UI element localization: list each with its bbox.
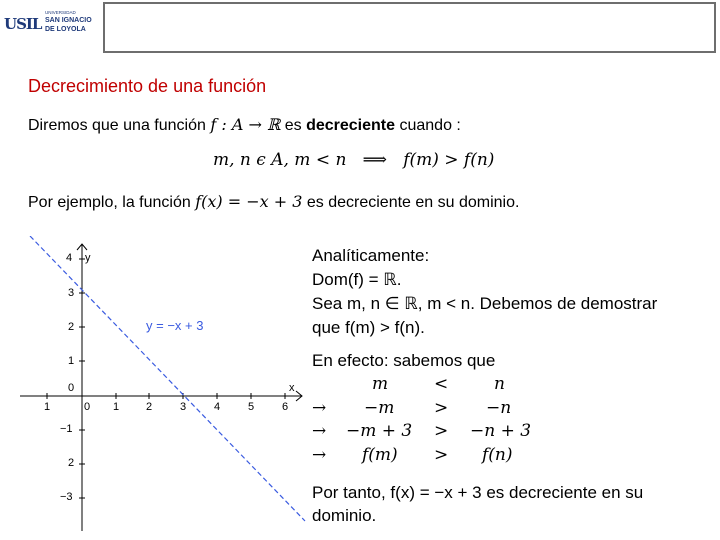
y-tick-label: −1 bbox=[60, 423, 73, 435]
derivation-arrow: → bbox=[312, 445, 327, 465]
derivation-row bbox=[312, 421, 552, 445]
derivation-left: f(m) bbox=[362, 445, 398, 465]
analysis-domain: Dom(f) = ℝ. bbox=[312, 270, 402, 289]
derivation-relation: > bbox=[434, 398, 449, 418]
header-box bbox=[103, 2, 716, 53]
conclusion-line-2: dominio. bbox=[312, 506, 377, 525]
analysis-effect: En efecto: sabemos que bbox=[312, 351, 496, 370]
function-line bbox=[30, 236, 305, 521]
derivation-relation: > bbox=[434, 445, 449, 465]
logo-line-1: UNIVERSIDAD bbox=[45, 10, 76, 15]
x-tick-label: 6 bbox=[282, 401, 289, 413]
y-tick-label: 1 bbox=[68, 355, 75, 367]
y-axis-label: y bbox=[85, 252, 91, 264]
analysis-heading: Analíticamente: bbox=[312, 246, 430, 265]
university-logo bbox=[4, 6, 100, 44]
graph-canvas bbox=[20, 236, 310, 531]
example-part-2: es decreciente en su dominio. bbox=[306, 194, 520, 211]
y-tick-label: 2 bbox=[68, 321, 75, 333]
y-tick-label: 4 bbox=[66, 252, 73, 264]
derivation-row bbox=[312, 398, 552, 422]
x-tick-label: 5 bbox=[248, 401, 255, 413]
derivation-relation: < bbox=[434, 374, 449, 394]
x-tick-label: 0 bbox=[84, 401, 91, 413]
derivation-right: n bbox=[494, 374, 505, 394]
derivation-right: f(n) bbox=[482, 445, 513, 465]
derivation-row bbox=[312, 445, 552, 469]
definition-line bbox=[28, 115, 461, 135]
y-tick-label: 3 bbox=[68, 287, 75, 299]
x-tick-label: 1 bbox=[113, 401, 120, 413]
equation-label: y = −x + 3 bbox=[146, 318, 204, 333]
definition-part-1: Diremos que una función bbox=[28, 117, 206, 134]
derivation-left: −m bbox=[364, 398, 395, 418]
derivation-right: −n + 3 bbox=[470, 421, 532, 441]
definition-part-2: es bbox=[284, 117, 302, 134]
derivation-left: −m + 3 bbox=[346, 421, 413, 441]
x-axis-label: x bbox=[289, 382, 295, 394]
y-tick-label: 2 bbox=[68, 457, 75, 469]
derivation-relation: > bbox=[434, 421, 449, 441]
definition-condition: m, n ϵ A, m < n ⟹ f(m) > f(n) bbox=[213, 150, 495, 170]
x-tick-label: 4 bbox=[214, 401, 221, 413]
conclusion-line-1: Por tanto, f(x) = −x + 3 es decreciente en su bbox=[312, 483, 644, 502]
example-part-1: Por ejemplo, la función bbox=[28, 194, 191, 211]
slide-title: Decrecimiento de una función bbox=[28, 76, 267, 96]
y-tick-label: −3 bbox=[60, 491, 73, 503]
definition-function: f : A → ℝ bbox=[210, 115, 281, 134]
derivation-arrow: → bbox=[312, 398, 327, 418]
analysis-line-1: Sea m, n ∈ ℝ, m < n. Debemos de demostrar bbox=[312, 294, 658, 313]
example-formula: f(x) = −x + 3 bbox=[195, 192, 303, 211]
example-line bbox=[28, 192, 519, 212]
function-graph bbox=[20, 236, 310, 531]
derivation-arrow: → bbox=[312, 421, 327, 441]
logo-text bbox=[45, 9, 105, 34]
x-tick-label: 2 bbox=[146, 401, 153, 413]
definition-keyword: decreciente bbox=[306, 117, 396, 134]
derivation-left: m bbox=[372, 374, 389, 394]
logo-mark: USIL bbox=[4, 15, 42, 33]
derivation-right: −n bbox=[486, 398, 512, 418]
x-tick-label: 1 bbox=[44, 401, 51, 413]
x-tick-label: 3 bbox=[180, 401, 187, 413]
y-tick-label: 0 bbox=[68, 382, 75, 394]
logo-line-2: SAN IGNACIO bbox=[45, 17, 92, 24]
derivation-row bbox=[312, 374, 552, 398]
logo-line-3: DE LOYOLA bbox=[45, 26, 86, 33]
definition-part-3: cuando : bbox=[399, 117, 461, 134]
analysis-line-2: que f(m) > f(n). bbox=[312, 318, 425, 337]
